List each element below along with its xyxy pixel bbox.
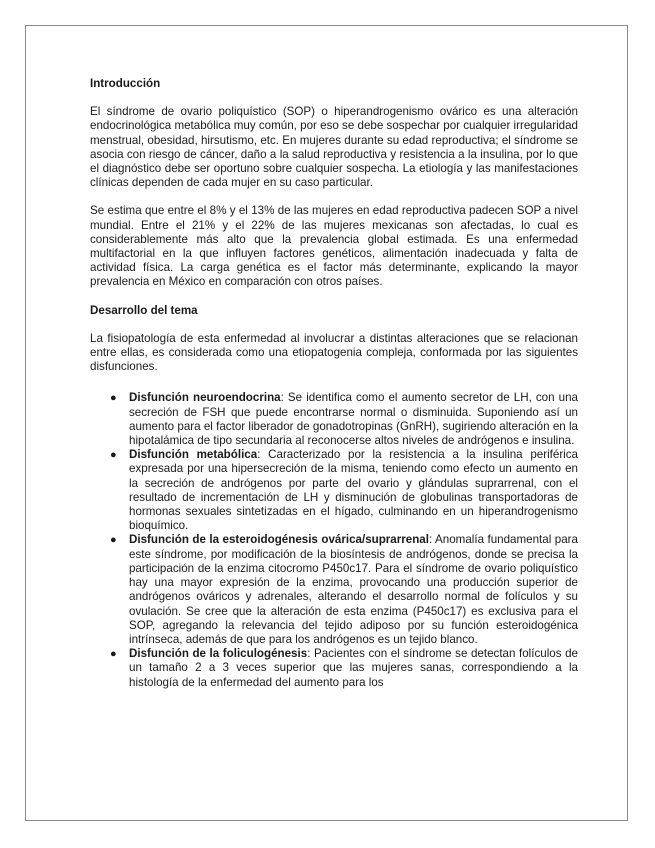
bullet-icon: ● xyxy=(110,648,117,661)
intro-paragraph-1: El síndrome de ovario poliquístico (SOP) o hiperandrogenismo ovárico es una alteración endocrinológica metabólica muy común, por eso se debe sospechar por cualquier irregularidad menstrual, obesidad, hirsutismo, etc. En mujeres durante su edad reproductiva; el síndrome se asocia con riesgo de cáncer, daño a la salud reproductiva y resistencia a la insulina, por lo que el diagnóstico debe ser oportuno sobre cualquier sospecha. La etiología y las manifestaciones clínicas dependen de cada mujer en su caso particular. xyxy=(90,105,578,190)
list-item-title: Disfunción de la esteroidogénesis ovárica/suprarrenal xyxy=(129,533,429,547)
bullet-icon: ● xyxy=(110,449,117,462)
list-item-title: Disfunción neuroendocrina xyxy=(129,391,281,405)
introduction-heading: Introducción xyxy=(90,77,161,90)
development-paragraph: La fisiopatología de esta enfermedad al involucrar a distintas alteraciones que se relacionan entre ellas, es considerada como una etiopatogenia compleja, conformada por las siguientes disfunciones. xyxy=(90,331,578,374)
list-item-neuroendocrine xyxy=(110,391,578,448)
list-item-text: : Caracterizado por la resistencia a la insulina periférica expresada por una hipersecreción de la misma, teniendo como efecto un aumento en la secreción de andrógenos por parte del ovario y glándulas suprarrenal, con el resultado de incrementación de LH y disminución de globulinas transportadoras de hormonas sexuales sintetizadas en el hígado, culminando en un hiperandrogenismo bioquímico. xyxy=(129,448,579,533)
list-item-text: : Se identifica como el aumento secretor de LH, con una secreción de FSH que puede encontrarse normal o disminuida. Suponiendo así un aumento para el factor liberador de gonadotropinas (GnRH), sugiriendo alteración en la hipotalámica de tipo secundaria al reconocerse altos niveles de andrógenos e insulina. xyxy=(129,391,579,448)
list-item-folliculogenesis xyxy=(110,647,578,690)
list-item-text: : Anomalía fundamental para este síndrome, por modificación de la biosíntesis de andrógenos, donde se precisa la participación de la enzima citocromo P450c17. Para el síndrome de ovario poliquístico hay una mayor expresión de la enzima, provocando una producción superior de andrógenos ováricos y adrenales, alterando el desarrollo normal de folículos y su ovulación. Se cree que la alteración de esta enzima (P450c17) es exclusiva para el SOP, agregando la relevancia del tejido adiposo por su función esteroidogénica intrínseca, además de que para los andrógenos es un tejido blanco. xyxy=(129,533,578,646)
dysfunction-list xyxy=(90,391,578,689)
list-item-metabolic xyxy=(110,448,578,533)
list-item-text: : Pacientes con el síndrome se detectan folículos de un tamaño 2 a 3 veces superior que las mujeres sanas, correspondiendo a la histología de la enfermedad del aumento para los xyxy=(129,647,579,689)
page-content xyxy=(90,77,578,690)
bullet-icon: ● xyxy=(110,392,117,405)
development-heading: Desarrollo del tema xyxy=(90,303,198,317)
list-item-steroidogenesis xyxy=(110,533,578,647)
bullet-icon: ● xyxy=(110,534,117,547)
list-item-title: Disfunción metabólica xyxy=(129,448,258,462)
intro-paragraph-2: Se estima que entre el 8% y el 13% de las mujeres en edad reproductiva padecen SOP a nivel mundial. Entre el 21% y el 22% de las mujeres mexicanas son afectadas, lo cual es considerablemente más alto que la prevalencia global estimada. Es una enfermedad multifactorial en la que influyen factores genéticos, alimentación inadecuada y falta de actividad física. La carga genética es el factor más determinante, explicando la mayor prevalencia en México en comparación con otros países. xyxy=(90,204,578,289)
document-page xyxy=(25,25,628,821)
list-item-title: Disfunción de la foliculogénesis xyxy=(129,647,308,661)
